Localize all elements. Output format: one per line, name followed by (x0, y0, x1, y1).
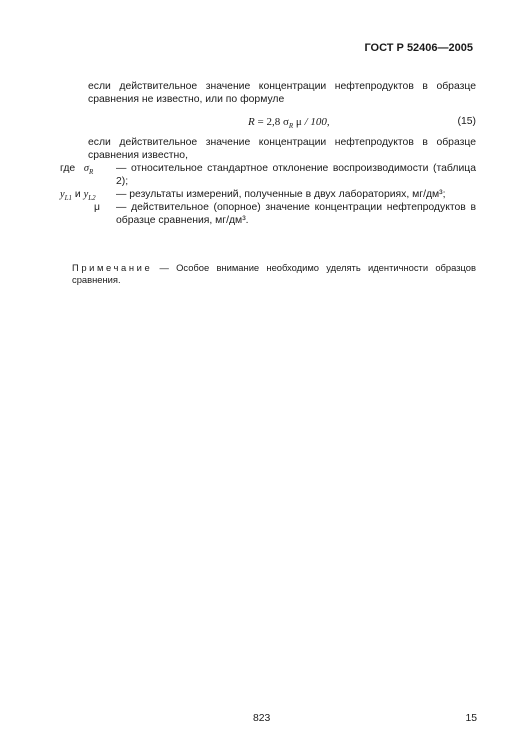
definition-yl: $y_{L1}$ и $y_{L2}$ — результаты измерений, полученные в двух лабораториях, мг/дм³; (60, 189, 446, 203)
definition-sigma: где $\sigma_R$ — относительное стандартное отклонение воспроизводимости (таблица 2); (60, 163, 476, 187)
note-label: Примечание (72, 262, 153, 273)
page-number-right: 15 (465, 713, 477, 724)
definition-mu: μ — действительное (опорное) значение концентрации нефтепродуктов в образце сравнения, мг/дм³. (94, 202, 476, 226)
definitions-list (60, 162, 476, 227)
paragraph-intro: если действительное значение концентрации нефтепродуктов в образце сравнения не известно, или по формуле (88, 81, 476, 105)
note-text: — Особое внимание необходимо уделять идентичности образцов сравнения. (72, 262, 476, 285)
document-header: ГОСТ Р 52406—2005 (364, 42, 473, 54)
formula-15 (0, 116, 529, 132)
note (72, 262, 476, 286)
paragraph-known: если действительное значение концентрации нефтепродуктов в образце сравнения известно, (88, 137, 476, 161)
page-number-center: 823 (253, 713, 271, 724)
formula-number: (15) (457, 116, 476, 127)
formula-expression: R = 2,8 $\sigma_R$ μ / 100, (248, 116, 330, 131)
